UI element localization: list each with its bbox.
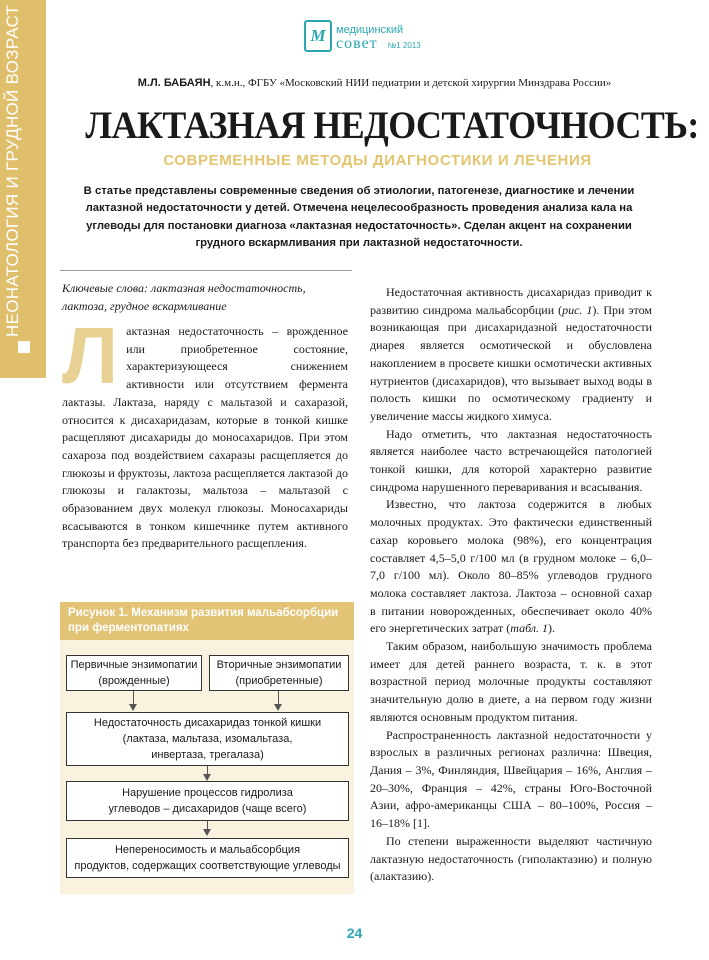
- arrow-down-icon: [274, 704, 282, 711]
- article-abstract: В статье представлены современные сведения об этиологии, патогенезе, диагностике и лечении лактазной недостаточности у детей. Отмечена нецелесообразность проведения анализа кала на углеводы для постановки диагноза «лактазная недостаточность». Сделан акцент на сохранении грудного вскармливания при лактазной недостаточности.: [83, 185, 635, 249]
- disaccharidase-deficiency-box: Недостаточность дисахаридаз тонкой кишки (лактаза, мальтаза, изомальтаза, инвертаза, трегалаза): [66, 712, 349, 766]
- paragraph: Таким образом, наибольшую значимость проблема имеет для детей раннего возраста, т. к. в этот возрастной период молочные продукты составляют значительную долю в диете, а на первом году жизни являются основным продуктом питания.: [370, 639, 652, 724]
- arrow-down-icon: [203, 829, 211, 836]
- arrow-down-icon: [203, 774, 211, 781]
- keywords-divider: [60, 270, 352, 271]
- author-name: М.Л. БАБАЯН: [137, 77, 211, 89]
- journal-name-line1: медицинский: [336, 24, 404, 36]
- journal-issue: №1 2013: [387, 41, 421, 50]
- article-subtitle: СОВРЕМЕННЫЕ МЕТОДЫ ДИАГНОСТИКИ И ЛЕЧЕНИЯ: [163, 152, 592, 169]
- table-reference: табл. 1: [510, 621, 549, 636]
- arrow-down-icon: [129, 704, 137, 711]
- hydrolysis-disorder-box: Нарушение процессов гидролиза углеводов – дисахаридов (чаще всего): [66, 781, 349, 821]
- malabsorption-box: Непереносимость и мальабсорбция продуктов, содержащих соответствующие углеводы: [66, 838, 349, 878]
- paragraph: Распространенность лактазной недостаточности у взрослых в различных регионах различна: Швеция, Дания – 3%, Финляндия, Швейцария – 16%, Англия – 20–30%, Франция – 42%, страны Юго-Восточной Азии, афро-американцы США – 80–100%, Россия – 16–18% [1].: [370, 727, 652, 831]
- paragraph: Недостаточная активность дисахаридаз приводит к развитию синдрома мальабсорбции (рис. 1). При этом возникающая при дисахаридазной недостаточности диарея является осмотической и обусловлена накоплением в просвете кишки осмотически активных нутриентов (дисахаридов), что вызывает выход воды в полость кишки по осмотическому градиенту и увеличение массы жидкого химуса.: [370, 285, 653, 423]
- secondary-enzymopathy-box: Вторичные энзимопатии (приобретенные): [209, 655, 349, 691]
- page-number: 24: [346, 925, 363, 941]
- intro-paragraph: [62, 311, 348, 553]
- intro-text: актазная недостаточность – врожденное или приобретенное состояние, характеризующееся снижением активности или отсутствием фермента лактазы. Лактаза, наряду с мальтазой и сахаразой, относится к дисахаридазам, которые в тонкой кишке расщепляют дисахариды до моносахаридов. При этом сахароза под воздействием сахаразы расщепляется до глюкозы и фруктозы, лактоза расщепляется лактазой до глюкозы и галактозы, мальтоза – мальтазой с образованием двух молекул глюкозы. Моносахариды всасываются в тонком кишечнике путем активного транспорта без предварительного расщепления.: [62, 324, 348, 551]
- section-title: НЕОНАТОЛОГИЯ И ГРУДНОЙ ВОЗРАСТ: [3, 4, 22, 337]
- dropcap: Л: [62, 311, 119, 400]
- paragraph: Известно, что лактоза содержится в любых молочных продуктах. Это фактически единственный сахар коровьего молока (98%), его концентрация составляет 4,5–5,0 г/100 мл (в грудном молоке – 6,0–7,0 г/100 мл). Около 80–85% углеводов грудного молока составляет лактоза. Лактоза – основной сахар в питании новорожденных, обеспечивает около 40% его энергетических затрат (табл. 1).: [370, 497, 652, 636]
- section-strip: [0, 0, 46, 378]
- author-affiliation: , к.м.н., ФГБУ «Московский НИИ педиатрии и детской хирургии Минздрава России»: [210, 77, 612, 89]
- figure-caption: Рисунок 1. Механизм развития мальабсорбции при ферментопатиях: [60, 602, 354, 640]
- paragraph: По степени выраженности выделяют частичную лактазную недостаточность (гиполактазию) и полную (алактазию).: [370, 833, 652, 884]
- figure-reference: рис. 1: [562, 302, 593, 317]
- journal-name-line2: совет: [336, 35, 378, 52]
- figure-diagram: [60, 640, 354, 894]
- author-line: [60, 77, 689, 89]
- keywords: Ключевые слова: лактазная недостаточность, лактоза, грудное вскармливание: [62, 281, 306, 313]
- paragraph: Надо отметить, что лактазная недостаточность является наиболее часто встречающейся патологией тонкой кишки, для которой характерно развитие синдрома нарушенного переваривания и всасывания.: [370, 426, 652, 494]
- primary-enzymopathy-box: Первичные энзимопатии (врожденные): [66, 655, 202, 691]
- journal-logo: [304, 20, 421, 52]
- journal-logo-icon: М: [304, 20, 332, 52]
- right-column: [370, 284, 652, 886]
- section-square-icon: [18, 341, 30, 353]
- article-title: ЛАКТАЗНАЯ НЕДОСТАТОЧНОСТЬ:: [85, 104, 699, 147]
